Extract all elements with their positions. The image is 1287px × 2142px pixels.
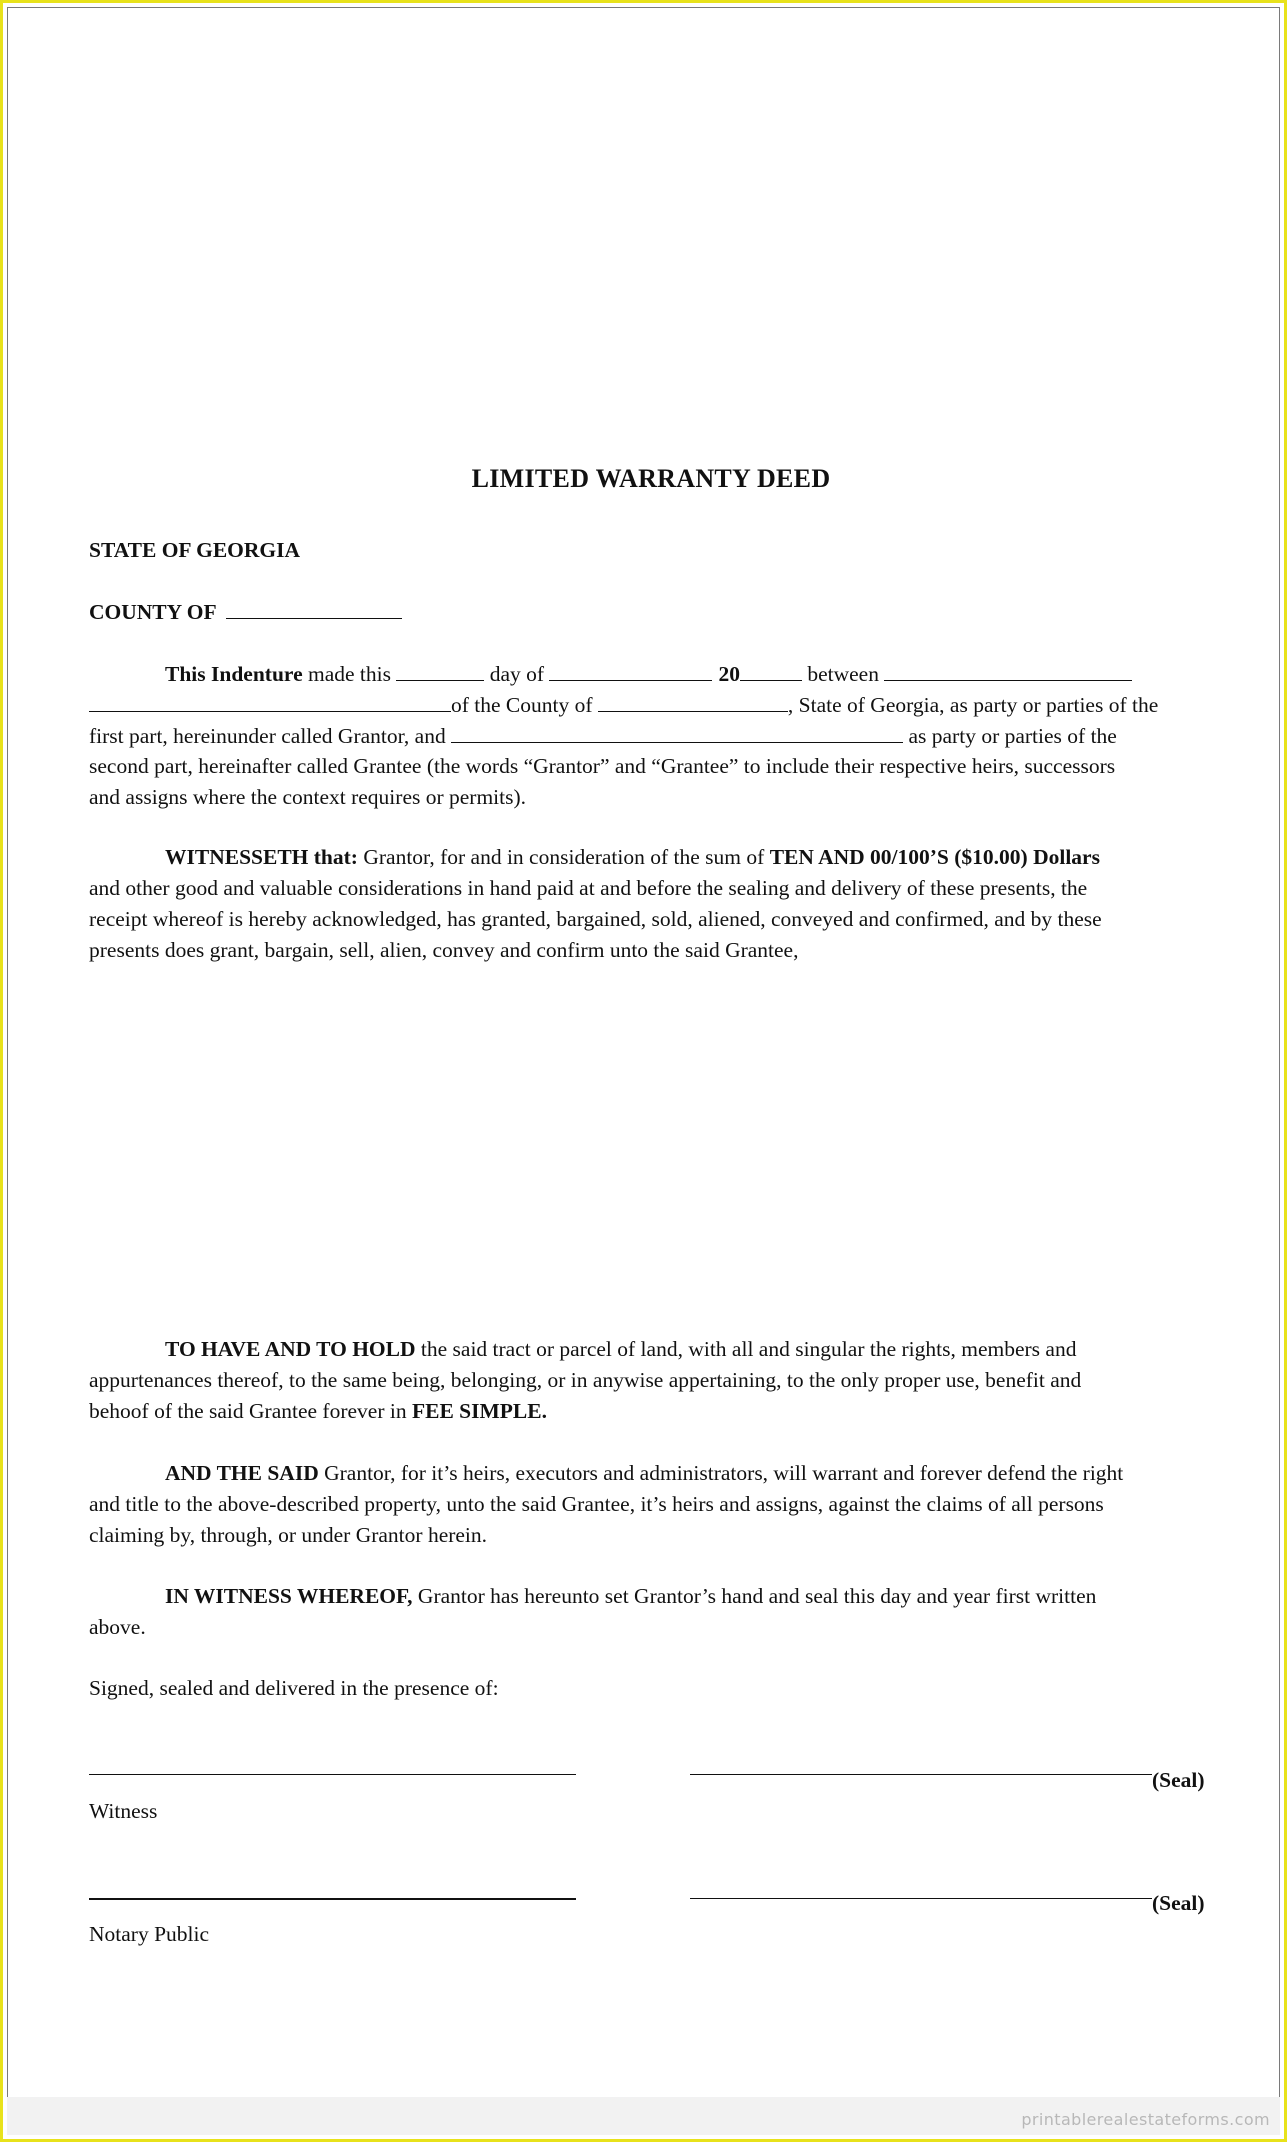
habendum-line-3	[89, 1396, 547, 1427]
witnesseth-line-1	[89, 842, 1100, 873]
grantor-name-blank[interactable]	[884, 658, 1132, 681]
testimonium-text: Grantor has hereunto set Grantor’s hand and seal this day and year first written	[412, 1584, 1097, 1608]
indenture-text: , State of Georgia, as party or parties of the	[787, 693, 1159, 717]
testimonium-line-1	[89, 1581, 1096, 1612]
attestation-line: Signed, sealed and delivered in the presence of:	[89, 1676, 499, 1700]
indenture-text: first part, hereinunder called Grantor, and	[89, 724, 452, 748]
notary-label: Notary Public	[89, 1922, 210, 1946]
seal-label-1: (Seal)	[1152, 1768, 1205, 1792]
indenture-line-1	[89, 658, 1132, 690]
warranty-lead: AND THE SAID	[165, 1461, 319, 1485]
site-watermark: printablerealestateforms.com	[1021, 2110, 1270, 2129]
grantor-signature-line-1[interactable]	[690, 1774, 1152, 1775]
notary-signature-line[interactable]	[89, 1898, 576, 1900]
grantor-signature-line-2[interactable]	[690, 1898, 1152, 1899]
county-label: COUNTY OF	[89, 600, 217, 624]
witnesseth-line-3: receipt whereof is hereby acknowledged, has granted, bargained, sold, aliened, conveyed and confirmed, and by these	[89, 907, 1102, 931]
indenture-line-3	[89, 720, 1117, 752]
grantor-county-blank[interactable]	[598, 689, 788, 712]
indenture-text: day of	[484, 662, 550, 686]
witnesseth-line-4: presents does grant, bargain, sell, alien, convey and confirm unto the said Grantee,	[89, 938, 799, 962]
grantor-name-blank-2[interactable]	[89, 689, 451, 712]
testimonium-lead: IN WITNESS WHEREOF,	[165, 1584, 413, 1608]
indenture-line-4: second part, hereinafter called Grantee (the words “Grantor” and “Grantee” to include their respective heirs, successors	[89, 754, 1116, 778]
habendum-text: the said tract or parcel of land, with all and singular the rights, members and	[415, 1337, 1077, 1361]
day-blank[interactable]	[396, 658, 484, 681]
indenture-line-2	[89, 689, 1158, 721]
indenture-text: between	[801, 662, 885, 686]
year-blank[interactable]	[740, 658, 802, 681]
county-blank[interactable]	[226, 596, 402, 619]
document-page	[7, 7, 1280, 2135]
witness-label: Witness	[89, 1799, 158, 1823]
fee-simple: FEE SIMPLE.	[411, 1399, 547, 1423]
warranty-line-1	[89, 1458, 1123, 1489]
seal-label-2: (Seal)	[1152, 1891, 1205, 1915]
habendum-lead: TO HAVE AND TO HOLD	[165, 1337, 416, 1361]
property-description-area[interactable]	[89, 968, 1213, 1328]
month-blank[interactable]	[549, 658, 712, 681]
year-prefix: 20	[718, 662, 740, 686]
grantee-name-blank[interactable]	[451, 720, 903, 743]
indenture-text: of the County of	[451, 693, 598, 717]
warranty-line-3: claiming by, through, or under Grantor herein.	[89, 1523, 488, 1547]
warranty-text: Grantor, for it’s heirs, executors and administrators, will warrant and forever defend the right	[318, 1461, 1124, 1485]
state-line: STATE OF GEORGIA	[89, 538, 301, 562]
witnesseth-line-2: and other good and valuable considerations in hand paid at and before the sealing and delivery of these presents, the	[89, 876, 1088, 900]
indenture-lead: This Indenture	[165, 662, 303, 686]
witnesseth-text: Grantor, for and in consideration of the sum of	[357, 845, 770, 869]
witness-signature-line[interactable]	[89, 1774, 576, 1775]
indenture-text: as party or parties of the	[903, 724, 1117, 748]
habendum-line-2: appurtenances thereof, to the same being, belonging, or in anywise appertaining, to the only proper use, benefit and	[89, 1368, 1082, 1392]
warranty-line-2: and title to the above-described property, unto the said Grantee, it’s heirs and assigns, against the claims of all persons	[89, 1492, 1104, 1516]
habendum-text: behoof of the said Grantee forever in	[89, 1399, 412, 1423]
document-title: LIMITED WARRANTY DEED	[471, 464, 831, 493]
habendum-line-1	[89, 1334, 1076, 1365]
indenture-line-5: and assigns where the context requires or permits).	[89, 785, 527, 809]
county-line	[89, 596, 402, 628]
witnesseth-lead: WITNESSETH that:	[165, 845, 358, 869]
testimonium-line-2: above.	[89, 1615, 146, 1639]
indenture-text: made this	[302, 662, 397, 686]
consideration-sum: TEN AND 00/100’S ($10.00) Dollars	[769, 845, 1100, 869]
